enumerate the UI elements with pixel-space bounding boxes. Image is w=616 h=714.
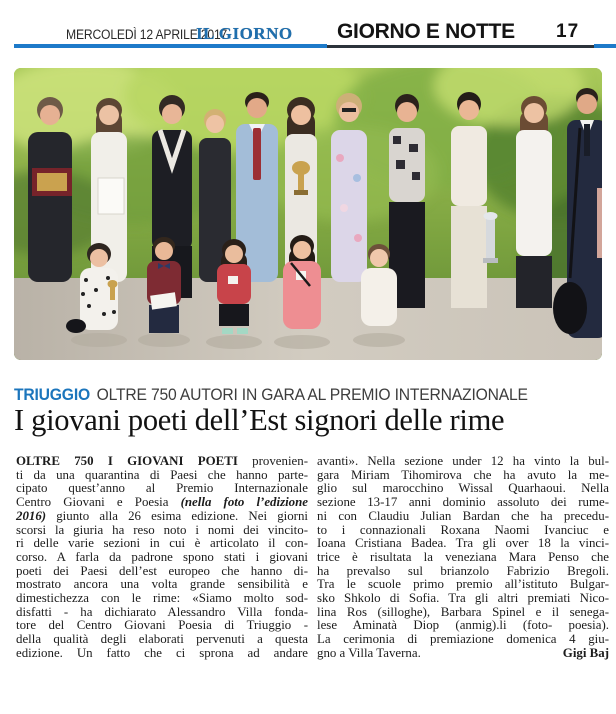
- header-rule-dark: [327, 45, 594, 48]
- text-line: 2016) giunto alla 26 esima edizione. Nei giorni: [16, 508, 308, 523]
- kicker-text: OLTRE 750 AUTORI IN GARA AL PREMIO INTERNAZIONALE: [96, 386, 528, 404]
- text-line: ha prevalso sul brianzolo Fabrizio Bregoli.: [317, 563, 609, 578]
- header-rule-blue-right: [594, 44, 616, 48]
- header-rule-blue-left: [14, 44, 327, 48]
- text-line: corso. A farla da padrone spono stati i giovani: [16, 549, 308, 564]
- text-line: OLTRE 750 I GIOVANI POETI provenien-: [16, 454, 309, 468]
- text-line: gno a Villa Taverna. Gigi Baj: [317, 645, 609, 660]
- text-line: poeti dei Paesi dell’est europeo che hanno di-: [16, 563, 308, 578]
- text-line: mostrato ancora una volta grande sensibilità e: [16, 577, 308, 592]
- kicker-location: TRIUGGIO: [14, 386, 90, 404]
- article-column-right: [317, 455, 609, 661]
- text-line: glio sul marocchino Wissal Quarhaoui. Nella: [317, 481, 609, 496]
- text-line: Centro Giovani e Poesia (nella foto l’edizione: [16, 495, 309, 510]
- text-line: scorsi la giuria ha reso noto i nomi dei vincito-: [16, 522, 308, 537]
- text-line: sezione 13-17 anni dominio assoluto dei rume-: [317, 495, 609, 510]
- group-photo-illustration: [14, 68, 602, 360]
- text-line: ni con Claudiu Julian Bardan che ha precedu-: [317, 508, 609, 523]
- issue-date: MERCOLEDÌ 12 APRILE 2017: [66, 27, 228, 42]
- text-line: sko Shkolo di Sofia. Tra gli altri premiati Nico-: [317, 591, 609, 606]
- text-line: Ioana Cristiana Badea. Tra gli over 18 la vinci-: [317, 536, 609, 551]
- newspaper-logo: IL GIORNO: [196, 24, 293, 43]
- headline: I giovani poeti dell’Est signori delle rime: [14, 403, 505, 437]
- text-line: lina Ros (silloghe), Barbara Spinel e il senega-: [317, 604, 609, 619]
- text-line: edizione. Un fatto che ci sprona ad andare: [16, 645, 308, 660]
- text-line: to i connazionali Roxana Naomi Ivanciuc e: [317, 522, 609, 537]
- page-number: 17: [556, 21, 580, 42]
- text-line: trice è risultata la veneziana Mara Penso che: [317, 549, 609, 564]
- text-line: della qualità degli elaborati pervenuti a questa: [16, 632, 308, 647]
- text-line: ti da una quarantina di Paesi che hanno parte-: [16, 467, 308, 482]
- text-line: gara Miriam Tihomirova che ha avuto la me-: [317, 467, 609, 482]
- article-photo: [14, 68, 602, 360]
- section-title: GIORNO E NOTTE: [337, 20, 515, 43]
- text-line: cipato quest’anno al Premio Internazionale: [16, 481, 308, 496]
- text-line: Tra le scuole primo premio all’istituto Bulgar-: [317, 577, 609, 592]
- text-line: tore del Centro Giovani Poesia di Triuggio -: [16, 618, 308, 633]
- text-line: ri delle varie sezioni in cui è articolato il con-: [16, 536, 308, 551]
- text-line: avanti». Nella sezione under 12 ha vinto la bul-: [317, 454, 609, 468]
- text-line: La cerimonia di premiazione domenica 4 giu-: [317, 632, 609, 647]
- text-line: lese Aminatà Diop (anmig).li (foto- poesia).: [317, 618, 609, 633]
- text-line: dimestichezza con le rime: «Siamo molto sod-: [16, 591, 308, 606]
- article-column-left: [16, 455, 308, 661]
- text-line: disfatti - ha dichiarato Alessandro Villa fonda-: [16, 604, 308, 619]
